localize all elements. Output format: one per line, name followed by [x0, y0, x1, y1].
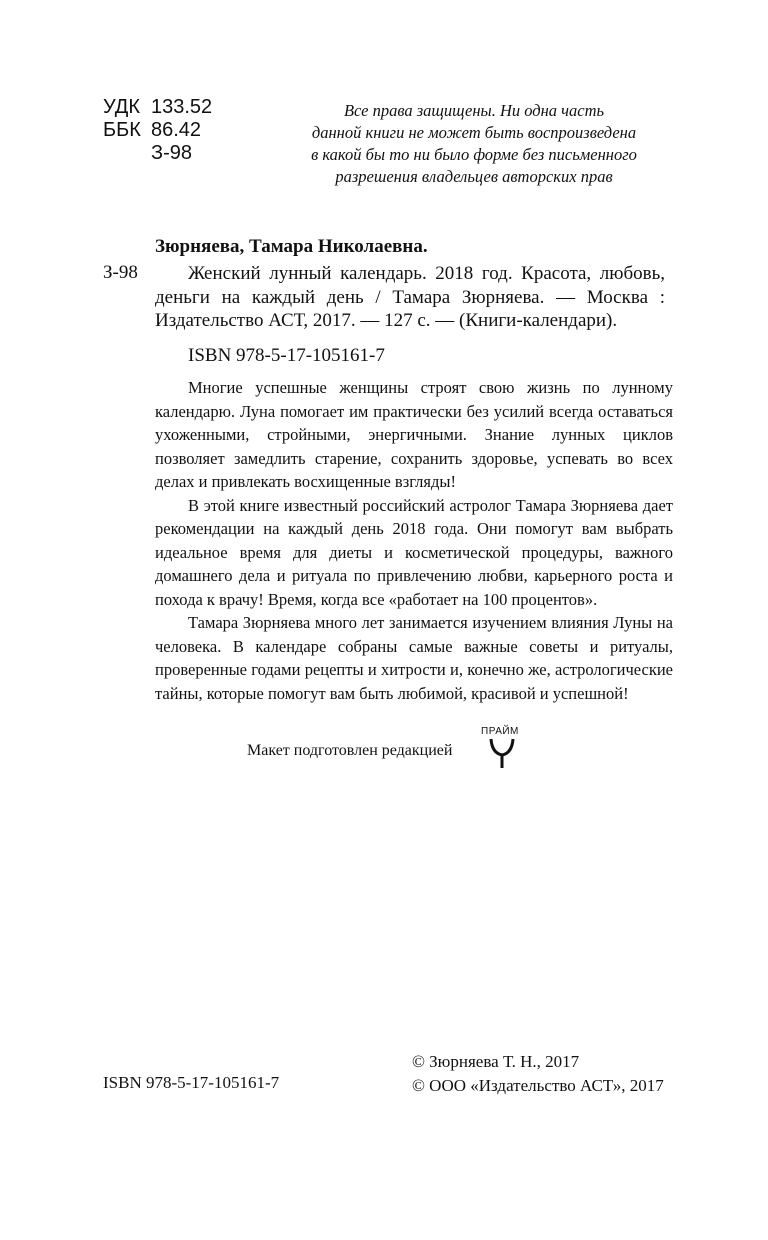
author-mark-row: [103, 142, 212, 165]
biblio-code: З-98: [103, 262, 138, 283]
rights-notice: [300, 100, 648, 188]
copyright-line: © ООО «Издательство АСТ», 2017: [412, 1076, 664, 1095]
rights-line: разрешения владельцев авторских прав: [335, 167, 613, 186]
udk-label: УДК: [103, 96, 141, 118]
copyright-block: [412, 1050, 664, 1098]
prepared-by: Макет подготовлен редакцией: [247, 742, 453, 759]
publisher-logo: [474, 726, 530, 770]
annotation-paragraph: Многие успешные женщины строят свою жизнь по лунному календарю. Луна помогает им практически без усилий всегда оставаться ухоженными, стройными, энергичными. Знание лунных циклов позволяет замедлить старение, сохранить здоровье, успевать во всех делах и привлекать восхищенные взгляды!: [155, 378, 673, 491]
bbk-row: [103, 119, 212, 142]
annotation-paragraph: Тамара Зюрняева много лет занимается изучением влияния Луны на человека. В календаре собраны самые важные советы и ритуалы, проверенные годами рецепты и хитрости и, конечно же, астрологические тайны, которые помогут вам быть любимой, красивой и успешной!: [155, 613, 673, 703]
udk-row: [103, 96, 212, 119]
rights-line: данной книги не может быть воспроизведена: [311, 123, 637, 142]
author-mark: З-98: [151, 142, 192, 164]
logo-text: ПРАЙМ: [481, 726, 519, 737]
classification-block: [103, 96, 212, 165]
biblio-description: Женский лунный календарь. 2018 год. Красота, любовь, деньги на каждый день / Тамара Зюрняева. — Москва : Издательство АСТ, 2017. — 127 с. — (Книги-календари).: [155, 263, 665, 331]
isbn-bottom: ISBN 978-5-17-105161-7: [103, 1073, 280, 1092]
bbk-label: ББК: [103, 119, 141, 141]
udk-value: 133.52: [151, 96, 213, 118]
annotation: [155, 376, 673, 705]
rights-line: в какой бы то ни было форме без письменного: [311, 145, 637, 164]
rights-line: Все права защищены. Ни одна часть: [343, 101, 605, 120]
annotation-paragraph: В этой книге известный российский астролог Тамара Зюрняева дает рекомендации на каждый день 2018 года. Они помогут вам выбрать идеальное время для диеты и косметической процедуры, важного домашнего дела и ритуала по привлечению любви, карьерного роста и похода к врачу! Время, когда все «работает на 100 процентов».: [155, 495, 673, 609]
copyright-line: © Зюрняева Т. Н., 2017: [412, 1052, 580, 1071]
prime-symbol-icon: [488, 737, 516, 769]
author-heading: Зюрняева, Тамара Николаевна.: [155, 236, 428, 257]
bbk-value: 86.42: [151, 119, 202, 141]
isbn-top: ISBN 978-5-17-105161-7: [188, 345, 385, 366]
